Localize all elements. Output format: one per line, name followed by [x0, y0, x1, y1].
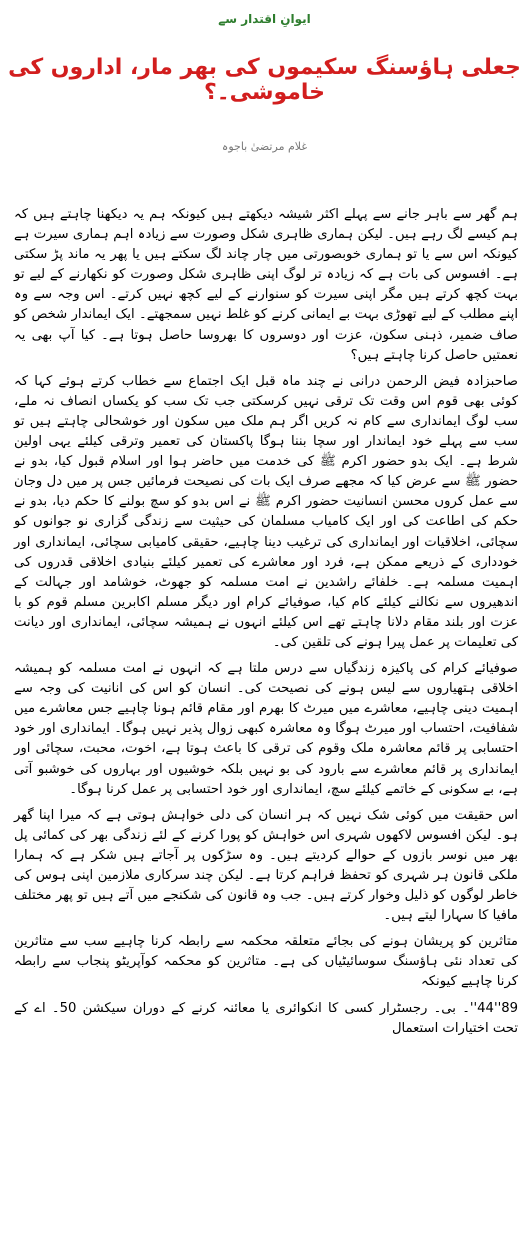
paragraph: ہم گھر سے باہر جانے سے پہلے اکثر شیشہ دیکھتے ہیں کیونکہ ہم یہ دیکھنا چاہتے ہیں کہ ہم کیسے لگ رہے ہیں۔ لیکن ہماری ظاہری شکل وصورت سے زیادہ اہم ہماری سیرت ہے کیونکہ اس سے یا تو ہماری خوبصورتی میں چار چاند لگ سکتے ہیں یا پھر یہ ماند پڑ سکتی ہے۔ افسوس کی بات ہے کہ زیادہ تر لوگ اپنی ظاہری شکل وصورت کو نکھارنے کے لیے تو بہت کچھ کرتے ہیں مگر اپنی سیرت کو سنوارنے کے لیے کچھ نہیں کرتے۔ اس وجہ سے وہ اپنے مطلب کے لیے تھوڑی بہت بے ایمانی کرنے کو غلط نہیں سمجھتے۔ ایک ایماندار شخص کو صاف ضمیر، ذہنی سکون، عزت اور دوسروں کا بھروسا حاصل ہوتا ہے۔ کیا آپ بھی یہ نعمتیں حاصل کرنا چاہتے ہیں؟	[14, 207, 518, 363]
paragraph: اس حقیقت میں کوئی شک نہیں کہ ہر انسان کی دلی خواہش ہوتی ہے کہ میرا اپنا گھر ہو۔ لیکن افسوس لاکھوں شہری اس خواہش کو پورا کرنے کے لئے زندگی بھر کی کمائی پل بھر میں نوسر بازوں کے حوالے کردیتے ہیں۔ وہ سڑکوں پر آجاتے ہیں شکر ہے کہ ہمارا ملکی قانون ہر شہری کو تحفظ فراہم کرتا ہے۔ لیکن چند سرکاری ملازمین اپنی ہوس کی خاطر لوگوں کو ذلیل وخوار کرتے ہیں۔ جب وہ قانون کی شکنجے میں آتے ہیں تو پھر مختلف مافیا کا سہارا لیتے ہیں۔	[14, 807, 518, 924]
paragraph: صاحبزادہ فیض الرحمن درانی نے چند ماہ قبل ایک اجتماع سے خطاب کرتے ہوئے کہا کہ کوئی بھی قوم اس وقت تک ترقی نہیں کرسکتی جب تک سب کو یکساں انصاف نہ ملے، سب لوگ ایمانداری سے کام نہ کریں اگر ہم ملک میں سکون اور خوشحالی چاہتے ہیں تو سب سے پہلے خود ایماندار اور سچا بننا ہوگا پاکستان کی تعمیر وترقی کیلئے یہی اولین شرط ہے۔ ایک بدو حضور اکرم ﷺ کی خدمت میں حاضر ہوا اور اسلام قبول کیا، بدو نے حضور ﷺ سے عرض کیا کہ مجھے صرف ایک بات کی نصیحت فرمائیں جس پر میں دل وجان سے عمل کروں محسن انسانیت حضور اکرم ﷺ نے اس بدو کو سچ بولنے کا حکم دیا، بدو نے حکم کی اطاعت کی اور ایک کامیاب مسلمان کی حیثیت سے زندگی گزاری نو جوانوں کو سچائی، اخلاقیات اور ایمانداری کی ترغیب دینا چاہیے، حقیقی کامیابی سچائی، ایمانداری اور خودداری کے ذریعے ممکن ہے، فرد اور معاشرے کی تعمیر کیلئے بنیادی اخلاقی قدروں کی اہمیت مسلمہ ہے۔ خلفائے راشدین نے امت مسلمہ کو جھوٹ، خوشامد اور جہالت کے اندھیروں سے نکالنے کیلئے کام کیا، صوفیائے کرام اور دیگر مسلم اکابرین مسلم قوم کو با عزت اور بلند مقام دلانا چاہتے تھے اس کیلئے انہوں نے ہمیشہ سچائی، ایمانداری اور دیانت کی تعلیمات پر عمل پیرا ہونے کی تلقین کی۔	[14, 373, 518, 650]
article-body	[14, 205, 518, 1039]
column-kicker: ایوانِ اقتدار سے	[218, 12, 311, 26]
paragraph: صوفیائے کرام کی پاکیزہ زندگیاں سے درس ملتا ہے کہ انہوں نے امت مسلمہ کو ہمیشہ اخلاقی ہتھیاروں سے لیس ہونے کی نصیحت کی۔ انسان کو اس کی انانیت کی وجہ سے اہمیت دینی چاہیے، معاشرے میں میرٹ کا بھرم اور مقام قائم ہونا چاہیے جس معاشرے میں شفافیت، احتساب اور میرٹ ہوگا وہ معاشرہ کبھی زوال پذیر نہیں ہوگا۔ ایمانداری اور خود احتسابی پر قائم معاشرہ ملک وقوم کی ترقی کا باعث ہوتا ہے، اخوت، محبت، سچائی اور ایمانداری پر قائم معاشرے سے بارود کی بو نہیں بلکہ خوشیوں اور بہاروں کی خوشبو آتی ہے، بے سکونی کے خاتمے کیلئے سچ، ایمانداری اور خود احتسابی پر عمل کرنا ہوگا۔	[14, 661, 518, 797]
paragraph: 89''44''۔ بی۔ رجسٹرار کسی کا انکوائری یا معائنہ کرنے کے دوران سیکشن 50۔ اے کے تحت اختیارات استعمال	[14, 1000, 518, 1036]
paragraph: متاثرین کو پریشان ہونے کی بجائے متعلقہ محکمہ سے رابطہ کرنا چاہیے سب سے متاثرین کی تعداد نئی ہاؤسنگ سوسائیٹیاں کی ہے۔ متاثرین کو محکمہ کوآپریٹو پنجاب سے رابطہ کرنا چاہیے کیونکہ	[14, 934, 518, 990]
article-title: جعلی ہاؤسنگ سکیموں کی بھر مار، اداروں کی خاموشی۔؟	[8, 55, 521, 105]
author-byline: غلام مرتضیٰ باجوہ	[221, 140, 308, 153]
